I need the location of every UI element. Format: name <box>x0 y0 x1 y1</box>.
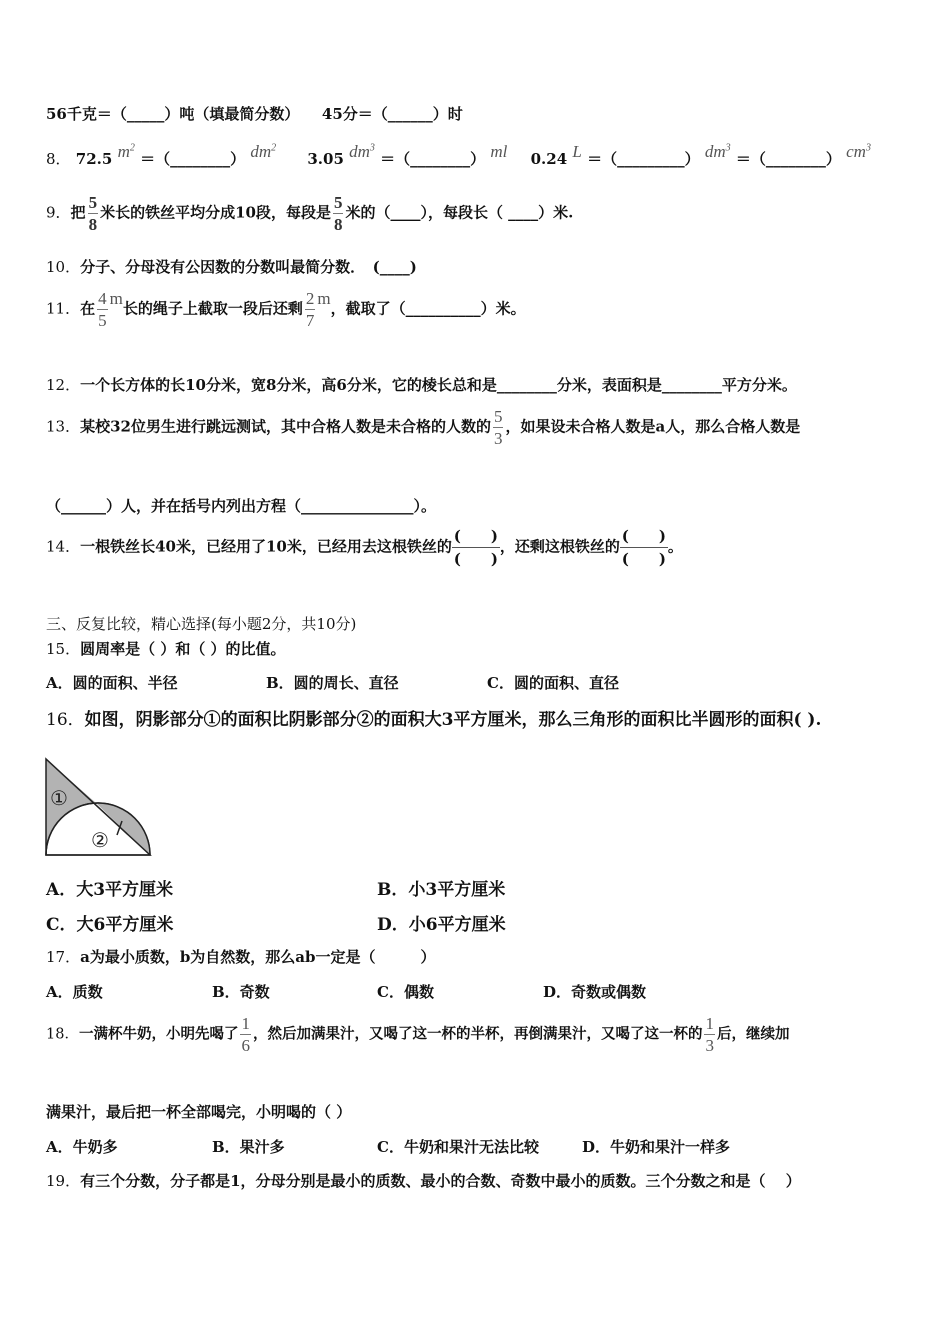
value-c: 0.24 <box>530 150 568 168</box>
unit-cm3: $cm^3$ <box>846 142 871 161</box>
fraction-1-6: $\frac{1}{6}$ <box>241 1014 250 1055</box>
fraction-2-7: $\frac{2}{7}$ <box>305 289 315 330</box>
question-12: 12．一个长方体的长10分米，宽8分米，高6分米，它的棱长总和是________分米，表面积是________平方分米。 <box>46 376 797 394</box>
question-16: 16．如图，阴影部分①的面积比阴影部分②的面积大3平方厘米，那么三角形的面积比半圆形的面积( ). <box>46 710 822 730</box>
option-d[interactable]: D．小6平方厘米 <box>377 915 506 935</box>
blank-2: ＝（________） <box>380 150 486 168</box>
option-a[interactable]: A．质数 <box>46 983 103 1001</box>
question-8 <box>46 142 871 169</box>
triangle-semicircle-figure <box>44 757 154 859</box>
fraction-4-5: $\frac{4}{5}$ <box>98 289 107 330</box>
unit-dm3: $dm^3$ <box>349 142 375 161</box>
option-b[interactable]: B．小3平方厘米 <box>377 880 506 900</box>
question-15: 15．圆周率是（ ）和（ ）的比值。 <box>46 640 286 658</box>
option-d[interactable]: D．牛奶和果汁一样多 <box>582 1138 731 1156</box>
option-b[interactable]: B．圆的周长、直径 <box>266 674 399 692</box>
blank-fraction-remaining: ( ) ( ) <box>621 527 666 568</box>
question-11: 11．在 $\frac{4}{5}$ m长的绳子上截取一段后还剩 $\frac{2}{7}$ m，截取了（__________）米。 <box>46 288 526 330</box>
blank-1: ＝（________） <box>140 150 246 168</box>
unit-dm3-b: $dm^3$ <box>704 142 731 161</box>
unit-l: L <box>572 142 582 161</box>
option-b[interactable]: B．奇数 <box>212 983 270 1001</box>
question-18: 18．一满杯牛奶，小明先喝了 $\frac{1}{6}$ ，然后加满果汁，又喝了这一杯的半杯，再倒满果汁，又喝了这一杯的 $\frac{1}{3}$ 后，继续加 <box>46 1014 790 1055</box>
value-b: 3.05 <box>307 150 344 168</box>
question-19: 19．有三个分数，分子都是1，分母分别是最小的质数、最小的合数、奇数中最小的质数。三个分数之和是（ ） <box>46 1172 801 1190</box>
option-c[interactable]: C．圆的面积、直径 <box>487 674 619 692</box>
question-number: 9． <box>46 203 71 222</box>
option-c[interactable]: C．偶数 <box>377 983 434 1001</box>
section-3-heading: 三、反复比较，精心选择(每小题2分，共10分) <box>46 615 357 633</box>
question-14: 14．一根铁丝长40米，已经用了10米，已经用去这根铁丝的 ( ) ( ) ，还剩这根铁丝的 ( ) ( ) 。 <box>46 527 683 568</box>
fraction-5-8: $\frac{5}{8}$ <box>88 193 98 234</box>
unit-m2: $m^2$ <box>117 142 135 161</box>
question-13: 13．某校32位男生进行跳远测试，其中合格人数是未合格的人数的 $\frac{5}{3}$ ，如果设未合格人数是a人，那么合格人数是 <box>46 407 801 448</box>
option-a[interactable]: A．圆的面积、半径 <box>46 674 178 692</box>
fraction-5-8-b: $\frac{5}{8}$ <box>333 193 343 234</box>
blank-4: ＝（________） <box>735 150 841 168</box>
question-17: 17．a为最小质数，b为自然数，那么ab一定是（ ） <box>46 948 436 966</box>
fraction-5-3: $\frac{5}{3}$ <box>493 407 503 448</box>
unit-ml: ml <box>490 142 508 161</box>
blank-fraction-used: ( ) ( ) <box>453 527 498 568</box>
question-13-cont: （______）人，并在括号内列出方程（_______________）。 <box>46 497 437 515</box>
question-18-cont: 满果汁，最后把一杯全部喝完，小明喝的（ ） <box>46 1103 352 1121</box>
option-d[interactable]: D．奇数或偶数 <box>543 983 647 1001</box>
value-a: 72.5 <box>75 150 113 168</box>
option-a[interactable]: A．牛奶多 <box>46 1138 118 1156</box>
label-region-2: ② <box>91 828 109 852</box>
option-c[interactable]: C．牛奶和果汁无法比较 <box>377 1138 539 1156</box>
unit-dm2: $dm^2$ <box>250 142 277 161</box>
label-region-1: ① <box>50 786 68 810</box>
fraction-1-3: $\frac{1}{3}$ <box>705 1014 714 1055</box>
question-number: 8． <box>46 150 71 168</box>
question-10: 10．分子、分母没有公因数的分数叫最简分数． (____) <box>46 258 417 276</box>
option-a[interactable]: A．大3平方厘米 <box>46 880 174 900</box>
option-b[interactable]: B．果汁多 <box>212 1138 285 1156</box>
blank-3: ＝（_________） <box>587 150 700 168</box>
question-9: 9．把 $\frac{5}{8}$ 米长的铁丝平均分成10段，每段是 $\frac{5}{8}$ 米的（____），每段长（ ____）米. <box>46 193 574 234</box>
fill-line-weight-time: 56千克＝（_____）吨（填最简分数） 45分＝（______）时 <box>46 105 463 123</box>
option-c[interactable]: C．大6平方厘米 <box>46 915 174 935</box>
